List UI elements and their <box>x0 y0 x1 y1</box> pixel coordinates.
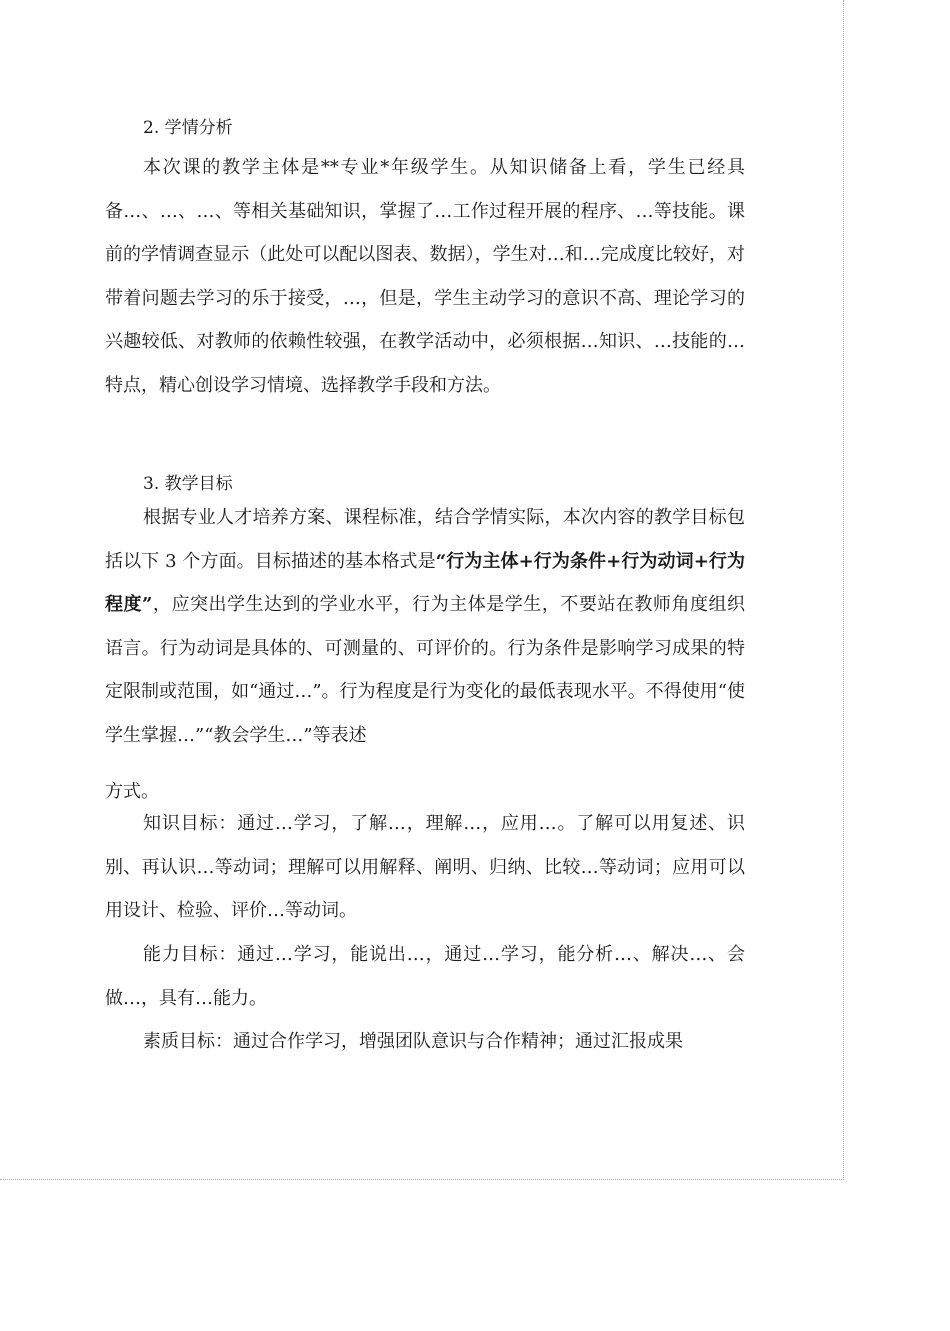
teaching-objectives-heading-text: 3. 教学目标 <box>143 474 233 494</box>
teaching-objectives-intro <box>105 496 745 758</box>
ability-objective-paragraph: 能力目标：通过…学习，能说出…，通过…学习，能分析…、解决…、会做…，具有…能力。 <box>105 944 745 1009</box>
section-heading-learning-analysis: 2. 学情分析 <box>143 118 233 138</box>
knowledge-objective-paragraph: 知识目标：通过…学习，了解…，理解…，应用…。了解可以用复述、识别、再认识…等动词；理解可以用解释、阐明、归纳、比较…等动词；应用可以用设计、检验、评价…等动词。 <box>105 813 745 922</box>
ability-objective <box>105 933 745 1020</box>
objectives-intro-paragraph <box>105 496 745 758</box>
objectives-format-bold: “行为主体+行为条件+行为动词+行为程度” <box>105 550 745 616</box>
objectives-intro-part-a: 根据专业人才培养方案、课程标准，结合学情实际，本次内容的教学目标包括以下 3 个方面。目标描述的基本格式是 <box>105 507 745 572</box>
quality-objective-paragraph: 素质目标：通过合作学习，增强团队意识与合作精神；通过汇报成果 <box>143 1031 683 1052</box>
objectives-intro-tail-text: 方式。 <box>105 781 159 802</box>
learning-analysis-paragraph: 本次课的教学主体是**专业*年级学生。从知识储备上看，学生已经具备…、…、…、等相关基础知识，掌握了…工作过程开展的程序、…等技能。课前的学情调查显示（此处可以配以图表、数据），学生对…和…完成度比较好，对带着问题去学习的乐于接受，…，但是，学生主动学习的意识不高、理论学习的兴趣较低、对教师的依赖性较强，在教学活动中，必须根据…知识、…技能的…特点，精心创设学习情境、选择教学手段和方法。 <box>105 157 745 396</box>
learning-analysis-body <box>105 146 745 408</box>
objectives-intro-part-b: ，应突出学生达到的学业水平，行为主体是学生，不要站在教师角度组织语言。行为动词是具体的、可测量的、可评价的。行为条件是影响学习成果的特定限制或范围，如“通过…”。行为程度是行为变化的最低表现水平。不得使用“使学生掌握…”“教会学生…”等表述 <box>105 594 746 746</box>
knowledge-objective <box>105 802 745 933</box>
section-heading-teaching-objectives <box>143 469 233 494</box>
quality-objective <box>105 1020 745 1064</box>
